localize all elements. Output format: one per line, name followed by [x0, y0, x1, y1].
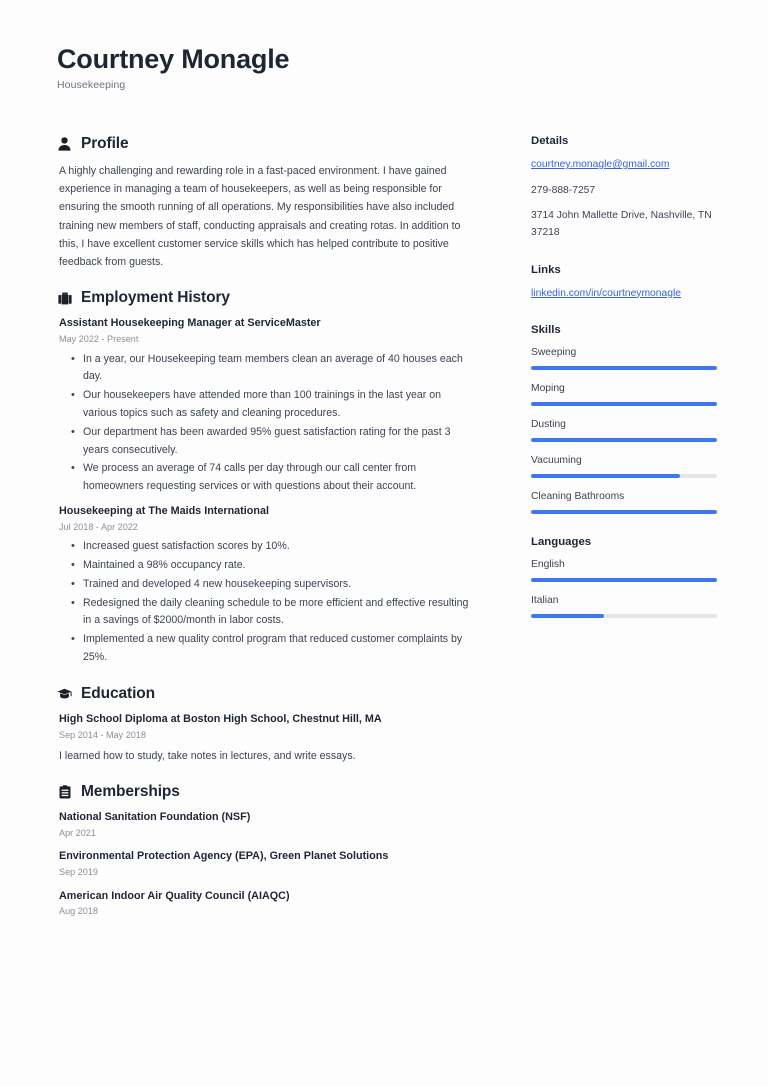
language-level-track: [531, 614, 717, 618]
email-link[interactable]: courtney.monagle@gmail.com: [531, 159, 670, 171]
education-degree-title: High School Diploma at Boston High School, Chestnut Hill, MA: [59, 712, 382, 725]
membership-entry: [59, 849, 478, 879]
skill-level-fill: [531, 438, 717, 442]
employment-bullet-list: [59, 538, 478, 667]
language-level-fill: [531, 614, 604, 618]
section-employment-title: Employment History: [81, 289, 230, 307]
skill-item: [531, 454, 739, 478]
employment-job-date: Jul 2018 - Apr 2022: [59, 521, 138, 532]
language-label: English: [531, 558, 565, 570]
briefcase-icon: [57, 290, 72, 306]
skill-item: [531, 346, 739, 370]
employment-bullet: • Our department has been awarded 95% guest satisfaction rating for the past 3 years consecutively.: [83, 424, 478, 460]
section-details: [531, 135, 739, 241]
section-education-body: [57, 712, 478, 765]
language-item: [531, 594, 739, 618]
employment-bullet: • Increased guest satisfaction scores by 10%.: [83, 538, 478, 556]
section-profile-header: [57, 135, 478, 153]
mailing-address: 3714 John Mallette Drive, Nashville, TN 37218: [531, 210, 712, 238]
employment-bullet-list: [59, 351, 478, 496]
section-profile-title: Profile: [81, 135, 129, 153]
resume-header: [57, 44, 722, 91]
language-item: [531, 558, 739, 582]
membership-entry: [59, 810, 478, 840]
membership-title: National Sanitation Foundation (NSF): [59, 811, 251, 824]
membership-entry: [59, 889, 478, 919]
skill-label: Vacuuming: [531, 454, 582, 466]
graduation-cap-icon: [57, 686, 72, 702]
section-employment-header: [57, 289, 478, 307]
skill-level-track: [531, 438, 717, 442]
side-column: [531, 135, 739, 640]
section-languages-title: Languages: [531, 535, 592, 548]
skill-level-track: [531, 366, 717, 370]
section-employment-body: [57, 316, 478, 667]
clipboard-icon: [57, 784, 72, 800]
employment-bullet: • Trained and developed 4 new housekeeping supervisors.: [83, 576, 478, 594]
candidate-job-title: Housekeeping: [57, 79, 126, 92]
employment-job-title: Assistant Housekeeping Manager at ServiceMaster: [59, 317, 321, 330]
employment-bullet: • Redesigned the daily cleaning schedule to be more efficient and effective resulting in a savings of $2000/month in labor costs.: [83, 595, 478, 631]
profile-summary-text: A highly challenging and rewarding role in a fast-paced environment. I have gained experience in managing a team of housekeepers, as well as being responsible for ensuring the smooth running of all operations. My responsibilities have also included training new members of staff, conducting appraisals and creating rotas. In addition to this, I have excellent customer service skills which has helped contribute to positive feedback from guests.: [59, 165, 461, 269]
main-column: [57, 135, 478, 937]
person-icon: [57, 136, 72, 152]
skill-label: Cleaning Bathrooms: [531, 490, 625, 502]
section-profile: [57, 135, 478, 271]
skill-item: [531, 382, 739, 406]
language-level-fill: [531, 578, 717, 582]
candidate-name: Courtney Monagle: [57, 44, 290, 74]
employment-bullet: • Maintained a 98% occupancy rate.: [83, 557, 478, 575]
section-skills-title: Skills: [531, 324, 561, 336]
section-languages: [531, 536, 739, 618]
employment-bullet: • We process an average of 74 calls per day through our call center from homeowners requesting services or with questions about their account.: [83, 460, 478, 496]
membership-date: Aug 2018: [59, 906, 98, 917]
section-education: [57, 685, 478, 765]
section-memberships: [57, 783, 478, 919]
education-entry: [59, 712, 478, 765]
employment-entry: [59, 504, 478, 667]
skill-item: [531, 490, 739, 514]
section-employment: [57, 289, 478, 667]
employment-entry: [59, 316, 478, 496]
language-level-track: [531, 578, 717, 582]
membership-date: Apr 2021: [59, 827, 96, 838]
employment-job-title: Housekeeping at The Maids International: [59, 505, 269, 518]
section-education-header: [57, 685, 478, 703]
skill-level-track: [531, 474, 717, 478]
membership-date: Sep 2019: [59, 867, 98, 878]
section-links: [531, 264, 739, 302]
education-description: I learned how to study, take notes in lectures, and write essays.: [59, 750, 356, 763]
employment-bullet: • In a year, our Housekeeping team members clean an average of 40 houses each day.: [83, 351, 478, 387]
education-date: Sep 2014 - May 2018: [59, 729, 146, 740]
section-memberships-header: [57, 783, 478, 801]
skill-level-track: [531, 402, 717, 406]
phone-number: 279-888-7257: [531, 184, 596, 196]
skill-level-fill: [531, 402, 717, 406]
skill-level-fill: [531, 510, 717, 514]
skill-label: Dusting: [531, 418, 566, 430]
skill-label: Sweeping: [531, 347, 577, 358]
membership-title: Environmental Protection Agency (EPA), Green Planet Solutions: [59, 850, 389, 863]
resume-body: [57, 135, 722, 937]
section-skills: [531, 324, 739, 514]
linkedin-link[interactable]: linkedin.com/in/courtneymonagle: [531, 287, 681, 299]
section-links-title: Links: [531, 263, 561, 276]
language-label: Italian: [531, 594, 559, 606]
employment-bullet: • Implemented a new quality control program that reduced customer complaints by 25%.: [83, 631, 478, 667]
employment-job-date: May 2022 - Present: [59, 334, 139, 344]
section-education-title: Education: [81, 684, 156, 702]
skill-label: Moping: [531, 382, 565, 394]
skill-level-fill: [531, 366, 717, 370]
skill-level-fill: [531, 474, 680, 478]
section-memberships-title: Memberships: [81, 783, 180, 801]
section-details-title: Details: [531, 135, 569, 148]
skill-item: [531, 418, 739, 442]
membership-title: American Indoor Air Quality Council (AIAQC): [59, 889, 290, 902]
section-profile-body: [57, 162, 478, 271]
section-memberships-body: [57, 810, 478, 919]
skill-level-track: [531, 510, 717, 514]
employment-bullet: • Our housekeepers have attended more than 100 trainings in the last year on various topics such as safety and cleaning procedures.: [83, 387, 478, 423]
